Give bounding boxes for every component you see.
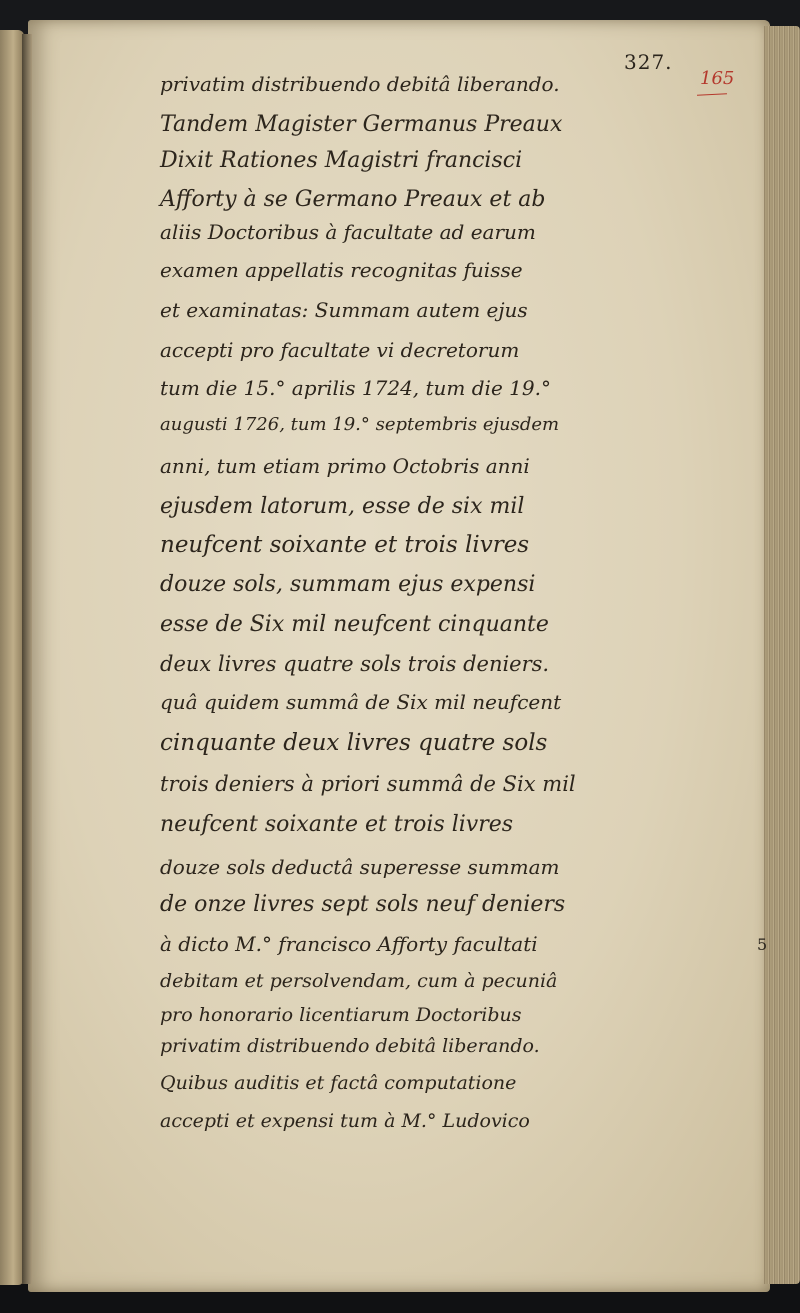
- text-line: cinquante deux livres quatre sols: [160, 730, 548, 756]
- text-line: Tandem Magister Germanus Preaux: [160, 112, 563, 137]
- page-number: 327.: [624, 50, 673, 74]
- text-line: deux livres quatre sols trois deniers.: [160, 652, 550, 676]
- edge-mark: 5: [757, 935, 768, 954]
- text-line: privatim distribuendo debitâ liberando.: [160, 72, 560, 96]
- text-line: neufcent soixante et trois livres: [160, 812, 514, 837]
- text-line: Quibus auditis et factâ computatione: [160, 1072, 517, 1094]
- text-line: pro honorario licentiarum Doctoribus: [160, 1004, 522, 1026]
- text-line: à dicto M.° francisco Afforty facultati: [160, 932, 538, 956]
- text-line: tum die 15.° aprilis 1724, tum die 19.°: [160, 376, 551, 400]
- text-line: douze sols deductâ superesse summam: [160, 855, 560, 879]
- text-line: neufcent soixante et trois livres: [160, 532, 530, 558]
- page-block-edges: [764, 26, 800, 1284]
- text-line: ejusdem latorum, esse de six mil: [160, 494, 525, 519]
- text-line: Afforty à se Germano Preaux et ab: [160, 187, 546, 212]
- text-line: Dixit Rationes Magistri francisci: [160, 148, 523, 173]
- facing-page-edge: [0, 30, 24, 1285]
- text-line: accepti et expensi tum à M.° Ludovico: [160, 1110, 530, 1132]
- text-line: augusti 1726, tum 19.° septembris ejusdem: [160, 414, 560, 435]
- text-line: aliis Doctoribus à facultate ad earum: [160, 220, 536, 244]
- text-line: et examinatas: Summam autem ejus: [160, 298, 528, 322]
- text-line: quâ quidem summâ de Six mil neufcent: [160, 690, 562, 714]
- folio-mark: 165: [700, 68, 735, 89]
- text-line: anni, tum etiam primo Octobris anni: [160, 454, 530, 478]
- text-line: examen appellatis recognitas fuisse: [160, 258, 523, 282]
- text-line: trois deniers à priori summâ de Six mil: [160, 772, 576, 796]
- binding-gutter: [22, 34, 32, 1284]
- text-line: douze sols, summam ejus expensi: [160, 572, 536, 597]
- text-line: de onze livres sept sols neuf deniers: [160, 892, 566, 917]
- text-line: accepti pro facultate vi decretorum: [160, 338, 520, 362]
- text-line: privatim distribuendo debitâ liberando.: [160, 1035, 540, 1057]
- text-line: debitam et persolvendam, cum à pecuniâ: [160, 970, 558, 992]
- text-line: esse de Six mil neufcent cinquante: [160, 612, 549, 637]
